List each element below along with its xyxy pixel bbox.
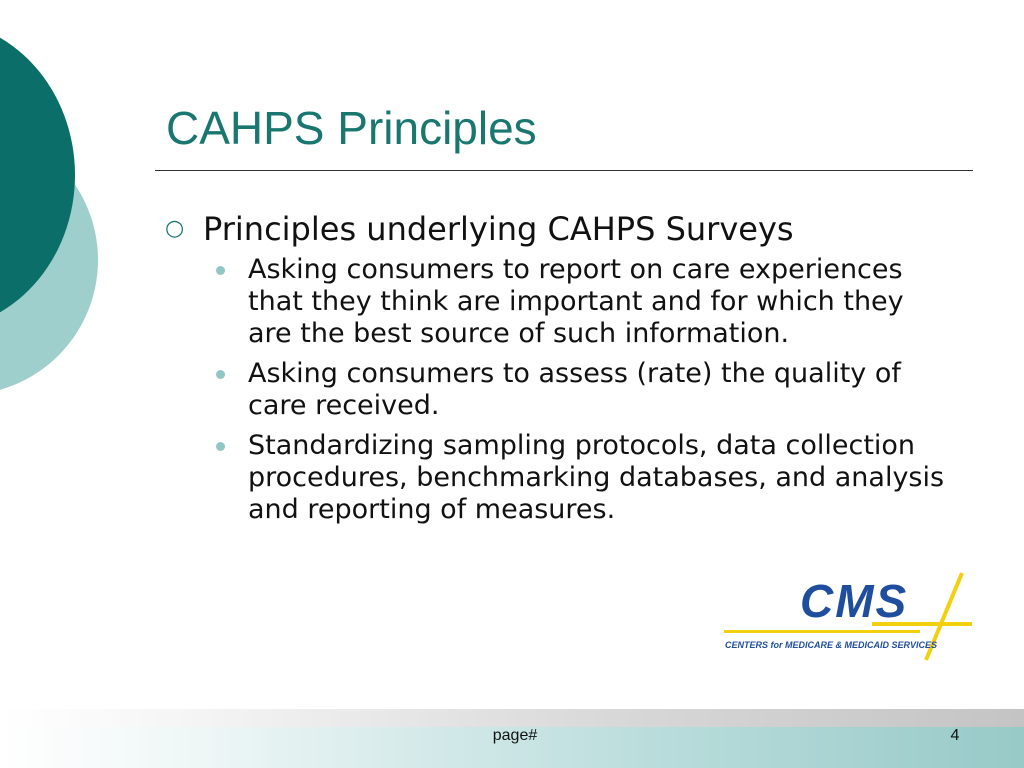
logo-tagline: CENTERS for MEDICARE & MEDICAID SERVICES: [725, 640, 938, 650]
sub-bullet-text: Asking consumers to report on care experiences that they think are important and for which they are the best source of such information.: [248, 254, 904, 349]
dot-bullet-icon: [216, 442, 225, 451]
slide-content: [165, 208, 955, 534]
sub-bullet-item: [216, 358, 955, 422]
dot-bullet-icon: [216, 370, 225, 379]
cms-logo: [722, 570, 974, 664]
dot-bullet-icon: [216, 266, 225, 275]
footer-page-number: 4: [950, 727, 960, 744]
sub-bullet-item: [216, 430, 955, 526]
main-bullet-text: Principles underlying CAHPS Surveys: [203, 210, 794, 248]
title-divider: [155, 170, 973, 171]
hollow-circle-bullet-icon: ○: [165, 216, 185, 241]
logo-wordmark: CMS: [800, 575, 909, 627]
main-bullet: [165, 208, 955, 250]
sub-bullet-item: [216, 254, 955, 350]
sub-bullet-text: Standardizing sampling protocols, data collection procedures, benchmarking databases, and analysis and reporting of measures.: [248, 430, 945, 525]
sub-bullet-text: Asking consumers to assess (rate) the quality of care received.: [248, 358, 901, 421]
slide-title: CAHPS Principles: [166, 102, 537, 154]
footer-page-label: page#: [492, 727, 538, 744]
sub-bullet-list: [165, 254, 955, 526]
logo-tagline-rule: [724, 630, 920, 633]
